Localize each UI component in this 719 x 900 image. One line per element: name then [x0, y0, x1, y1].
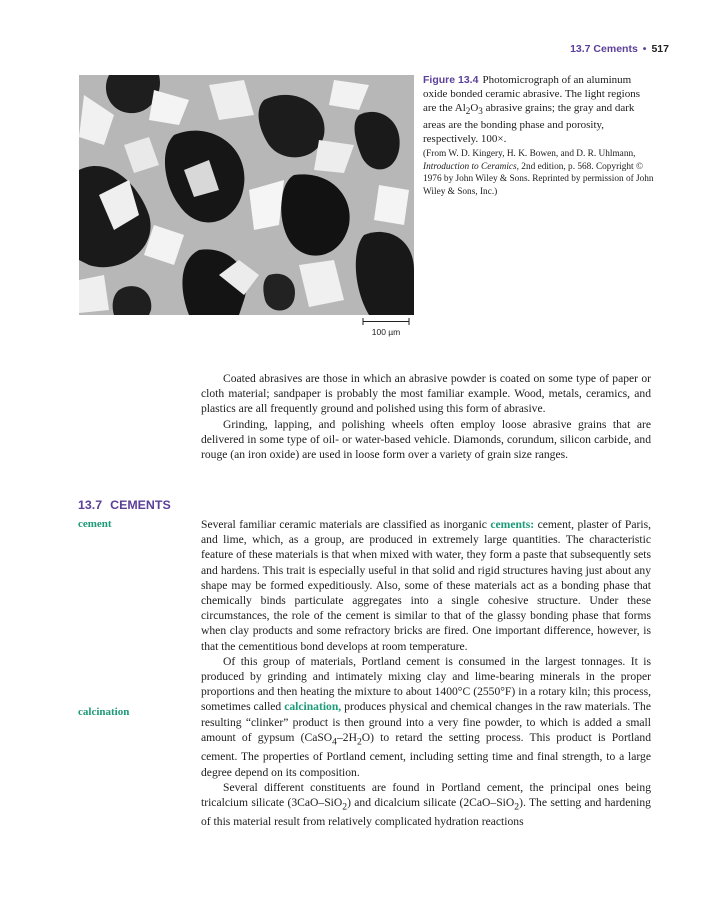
running-header-separator: • — [642, 43, 647, 55]
p2-sub-2: 2 — [356, 736, 362, 748]
section-text — [201, 517, 651, 830]
p3-sub-2: 2 — [514, 801, 520, 813]
page-number: 517 — [651, 43, 669, 55]
p2-sub-4: 4 — [332, 736, 337, 748]
intro-text — [201, 371, 651, 462]
paragraph-portland-cement — [201, 654, 651, 780]
paragraph-constituents — [201, 780, 651, 830]
caption-text-2: O — [470, 102, 479, 114]
caption-sub-2: 2 — [465, 106, 471, 117]
p1-text-b: cement, plaster of Paris, and lime, which, as a group, are produced in extremely large quantities. The characteristic feature of these materials is that when mixed with water, they form a paste that subsequently sets and hardens. This trait is especially useful in that solid and rigid structures having just about any shape may be formed expeditiously. Also, some of these materials act as a bonding phase that chemically binds particulate aggregates into a single cohesive structure. Under these circumstances, the role of the cement is similar to that of the glassy bonding phase that forms when clay products and some refractory bricks are fired. One important difference, however, is that the cementitious bond develops at room temperature. — [201, 518, 651, 653]
caption-text-1: Photomicrograph of an aluminum oxide bonded ceramic abrasive. The light regions are the Al — [423, 74, 640, 114]
running-header — [570, 43, 669, 55]
figure-source — [423, 148, 655, 198]
source-text-1: (From W. D. Kingery, H. K. Bowen, and D. R. Uhlmann, — [423, 149, 636, 160]
paragraph-grinding-wheels: Grinding, lapping, and polishing wheels often employ loose abrasive grains that are delivered in some type of oil- or water-based vehicle. Diamonds, corundum, silicon carbide, and rouge (an iron oxide) are used in loose form over a variety of grain size ranges. — [201, 417, 651, 462]
section-number: 13.7 — [78, 498, 103, 512]
figure-label: Figure 13.4 — [423, 74, 479, 86]
p2-text-a: Of this group of materials, Portland cement is consumed in the largest tonnages. It is produced by grinding and intimately mixing clay and lime-bearing minerals in the proper proportions and then heating the mixture to about 1400°C (2550°F) in a rotary kiln; this process, sometimes called — [201, 654, 651, 714]
p1-text-a: Several familiar ceramic materials are classified as inorganic — [201, 518, 491, 531]
key-term-calcination: calcination, — [284, 700, 342, 714]
margin-term-cement: cement — [78, 518, 112, 530]
p3-text-c: ). The setting and hardening of this material result from relatively complicated hydration reactions — [201, 795, 651, 829]
running-header-section: 13.7 Cements — [570, 43, 638, 55]
figure-caption — [423, 73, 655, 199]
photomicrograph-image — [79, 75, 414, 315]
p3-text-b: ) and dicalcium silicate (2CaO–SiO — [347, 795, 515, 809]
section-title: CEMENTS — [110, 498, 171, 512]
scale-bar-label: 100 µm — [371, 327, 401, 337]
caption-sub-3: 3 — [478, 106, 483, 117]
paragraph-coated-abrasives: Coated abrasives are those in which an abrasive powder is coated on some type of paper or cloth material; sandpaper is probably the most familiar example. Wood, metals, ceramics, and plastics are all frequently ground and polished using this form of abrasive. — [201, 372, 651, 416]
p3-sub-1: 2 — [342, 801, 348, 813]
key-term-cements: cements: — [490, 518, 535, 531]
section-heading — [78, 498, 171, 512]
p2-text-b: produces physical and chemical changes in the raw materials. The resulting “clinker” product is then ground into a very fine powder, to which is added a small amount of gypsum (CaSO — [201, 700, 651, 744]
p2-text-c: –2H — [336, 730, 357, 744]
source-text-2: 2nd edition, p. 568. Copyright © 1976 by John Wiley & Sons. Reprinted by permission of John Wiley & Sons, Inc.) — [423, 161, 654, 197]
margin-term-calcination: calcination — [78, 706, 130, 718]
caption-text-3: abrasive grains; the gray and dark areas are the bonding phase and porosity, respectively. 100×. — [423, 102, 635, 146]
p3-text-a: Several different constituents are found in Portland cement, the principal ones being tricalcium silicate (3CaO–SiO — [201, 780, 651, 809]
p2-text-d: O) to retard the setting process. This product is Portland cement. The properties of Portland cement, including setting time and final strength, to a large degree depend on its composition. — [201, 730, 651, 779]
photomicrograph — [79, 75, 414, 315]
source-book-title: Introduction to Ceramics, — [423, 161, 519, 172]
scale-bar — [362, 318, 410, 325]
paragraph-cements-intro — [201, 517, 651, 654]
